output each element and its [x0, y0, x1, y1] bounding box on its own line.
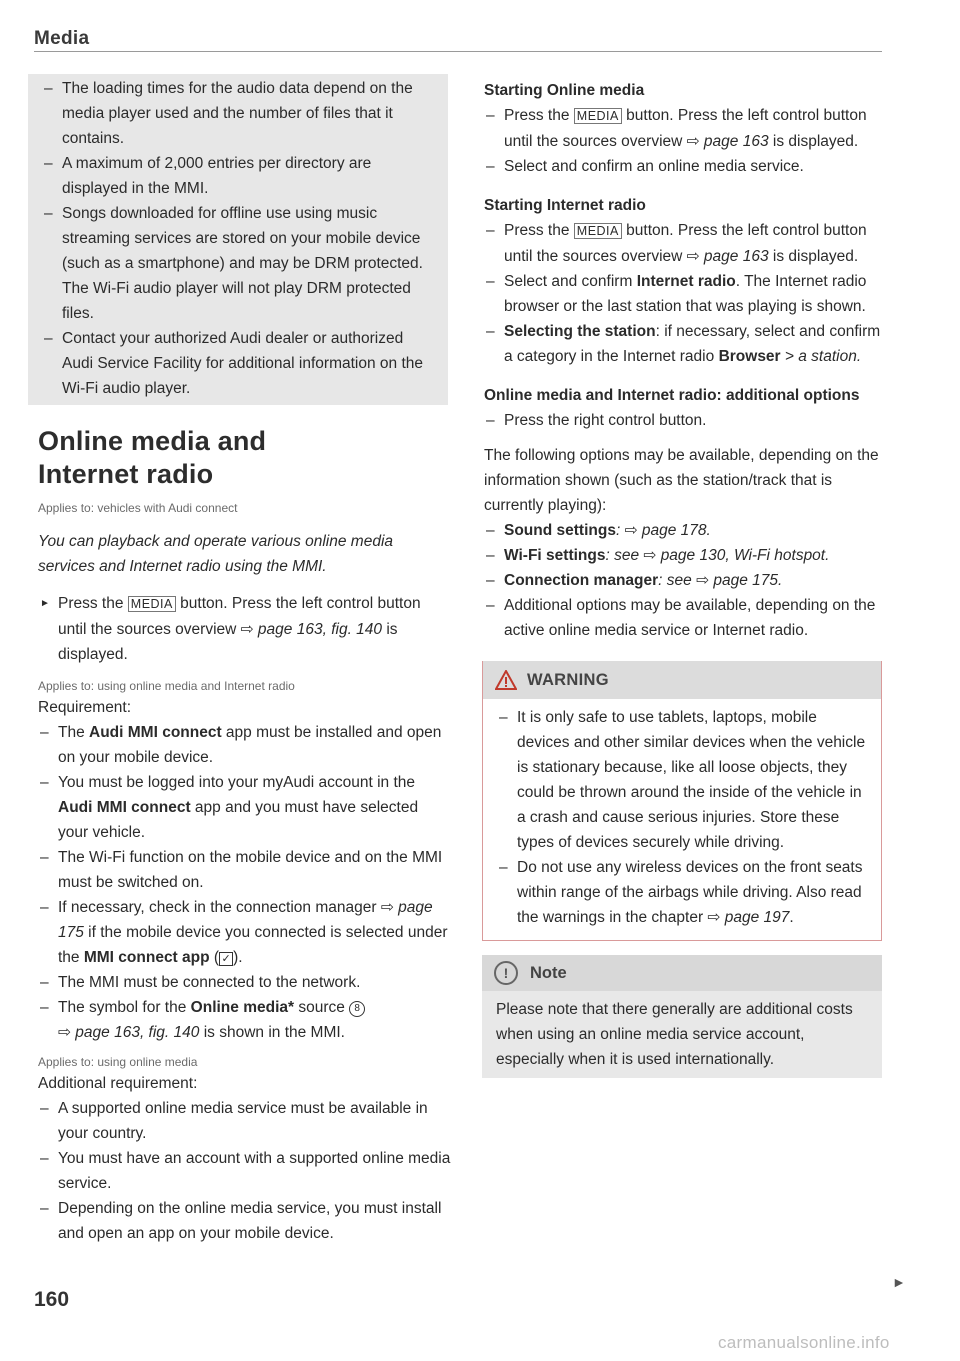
- list-item: – Songs downloaded for offline use using music streaming services are stored on your mobile device (such as a smartphone) and may be DRM protected. The Wi-Fi audio player will not play DRM protected files.: [42, 201, 434, 326]
- info-circle-icon: !: [494, 961, 518, 985]
- warning-triangle-icon: [495, 670, 517, 690]
- subheading: Starting Internet radio: [484, 197, 646, 214]
- left-column: [38, 74, 452, 1246]
- media-key-label: MEDIA: [574, 108, 622, 124]
- list-item: – The Wi-Fi function on the mobile device and on the MMI must be switched on.: [38, 845, 452, 895]
- note-box: [482, 955, 882, 1078]
- page-reference[interactable]: : see ⇨ page 175.: [658, 572, 783, 589]
- note-body: Please note that there generally are additional costs when using an online media service account, especially when it is used internationally.: [482, 991, 882, 1078]
- page-reference[interactable]: ⇨ page 163: [686, 133, 769, 150]
- warning-title: WARNING: [527, 670, 609, 689]
- list-item: – If necessary, check in the connection manager ⇨ page 175 if the mobile device you connected is selected under the MMI connect app ( ✓ ).: [38, 895, 452, 970]
- list-item: – Wi-Fi settings: see ⇨ page 130, Wi-Fi hotspot.: [484, 543, 884, 568]
- note-header: [482, 955, 882, 991]
- page-reference[interactable]: ⇨ page 163, fig. 140: [58, 1024, 200, 1041]
- section-title-line-2: Internet radio: [38, 459, 214, 489]
- list-item: – Press the MEDIA button. Press the left control button until the sources overview ⇨ page 163 is displayed.: [484, 218, 884, 269]
- list-item: – Press the right control button.: [484, 408, 884, 433]
- page-reference[interactable]: : see ⇨ page 130, Wi-Fi hotspot.: [605, 547, 830, 564]
- page-reference[interactable]: ⇨ page 197: [707, 909, 790, 926]
- page-reference[interactable]: ⇨ page 175: [58, 899, 433, 941]
- subheading: Starting Online media: [484, 82, 645, 99]
- subheading: Online media and Internet radio: additional options: [484, 387, 860, 404]
- list-item: – It is only safe to use tablets, laptops, mobile devices and other similar devices when the vehicle is stationary because, like all loose objects, they could be thrown around the inside of the vehicle in a crash and cause serious injuries. Store these types of devices securely while driving.: [497, 705, 867, 855]
- list-item: – Press the MEDIA button. Press the left control button until the sources overview ⇨ page 163 is displayed.: [484, 103, 884, 154]
- header-divider: [34, 51, 882, 52]
- list-item: – Select and confirm an online media service.: [484, 154, 884, 179]
- list-item: – A supported online media service must be available in your country.: [38, 1096, 452, 1146]
- list-item: – The symbol for the Online media* source 8 ⇨ page 163, fig. 140 is shown in the MMI.: [38, 995, 452, 1045]
- warning-box: [482, 661, 882, 941]
- list-item: – You must have an account with a supported online media service.: [38, 1146, 452, 1196]
- list-item: – The loading times for the audio data depend on the media player used and the number of files that it contains.: [42, 76, 434, 151]
- section-title: [38, 425, 452, 491]
- requirement-heading: Additional requirement:: [38, 1075, 198, 1092]
- list-item: – Select and confirm Internet radio. The Internet radio browser or the last station that was playing is shown.: [484, 269, 884, 319]
- page-number: 160: [34, 1288, 70, 1311]
- media-key-label: MEDIA: [574, 223, 622, 239]
- list-item: – A maximum of 2,000 entries per directory are displayed in the MMI.: [42, 151, 434, 201]
- applies-to-note: Applies to: using online media: [38, 1055, 198, 1069]
- continue-arrow-icon: ►: [892, 1274, 906, 1290]
- list-item: – Selecting the station: if necessary, select and confirm a category in the Internet radio Browser > a station.: [484, 319, 884, 369]
- callout-number-icon: 8: [349, 1001, 365, 1017]
- list-item: – Do not use any wireless devices on the front seats within range of the airbags while driving. Also read the warnings in the chapter ⇨ page 197.: [497, 855, 867, 930]
- applies-to-note: Applies to: vehicles with Audi connect: [38, 501, 238, 515]
- watermark: carmanualsonline.info: [718, 1333, 890, 1352]
- requirement-heading: Requirement:: [38, 699, 132, 716]
- list-item: – Sound settings: ⇨ page 178.: [484, 518, 884, 543]
- list-item: – The Audi MMI connect app must be installed and open on your mobile device.: [38, 720, 452, 770]
- warning-header: [483, 661, 881, 699]
- page-header-title: Media: [34, 28, 90, 49]
- right-column: [484, 76, 884, 1078]
- list-item: – The MMI must be connected to the network.: [38, 970, 452, 995]
- section-title-line-1: Online media and: [38, 426, 267, 456]
- instruction-step: ► Press the MEDIA button. Press the left control button until the sources overview ⇨ page 163, fig. 140 is displayed.: [38, 591, 452, 667]
- warning-body: [483, 699, 881, 940]
- applies-to-note: Applies to: using online media and Internet radio: [38, 679, 295, 693]
- note-title: Note: [530, 963, 567, 982]
- page-reference[interactable]: : ⇨ page 178.: [615, 522, 711, 539]
- list-item: – Connection manager: see ⇨ page 175.: [484, 568, 884, 593]
- list-item: – Depending on the online media service, you must install and open an app on your mobile device.: [38, 1196, 452, 1246]
- list-item: – You must be logged into your myAudi account in the Audi MMI connect app and you must have selected your vehicle.: [38, 770, 452, 845]
- list-item: – Contact your authorized Audi dealer or authorized Audi Service Facility for additional information on the Wi-Fi audio player.: [42, 326, 434, 401]
- page-reference[interactable]: ⇨ page 163: [686, 248, 769, 265]
- page-reference[interactable]: ⇨ page 163, fig. 140: [240, 621, 383, 638]
- section-intro: You can playback and operate various online media services and Internet radio using the MMI.: [38, 533, 394, 575]
- media-key-label: MEDIA: [128, 596, 176, 612]
- info-gray-box: [28, 74, 448, 405]
- checkbox-checked-icon: ✓: [219, 952, 233, 966]
- list-item: – Additional options may be available, depending on the active online media service or Internet radio.: [484, 593, 884, 643]
- paragraph: The following options may be available, depending on the information shown (such as the station/track that is currently playing):: [484, 447, 879, 514]
